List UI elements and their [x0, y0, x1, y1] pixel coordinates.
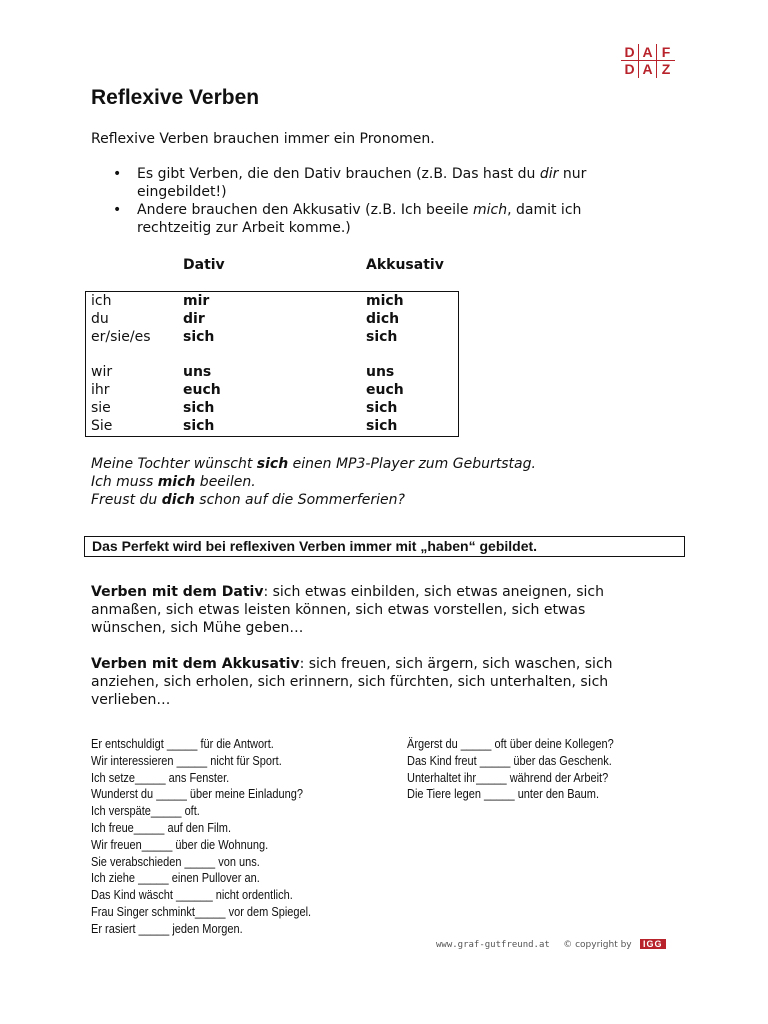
exercise-item: Ich ziehe _____ einen Pullover an. [91, 871, 260, 886]
table-cell-akkusativ: sich [366, 400, 398, 416]
example-pronoun: sich [256, 456, 289, 472]
table-cell-akkusativ: sich [366, 329, 398, 345]
example-pronoun: mich [157, 474, 196, 490]
bullet-text: Es gibt Verben, die den Dativ brauchen (z.B. Das hast du [137, 166, 540, 182]
table-cell-akkusativ: dich [366, 311, 400, 327]
example-text: schon auf die Sommerferien? [194, 492, 405, 508]
logo-letter: F [657, 44, 675, 61]
exercise-item: Er rasiert _____ jeden Morgen. [91, 921, 243, 936]
exercise-item: Ich freue_____ auf den Film. [91, 820, 232, 835]
footer-copyright: © copyright by [563, 940, 632, 950]
table-cell-dativ: sich [183, 418, 215, 434]
page-title: Reflexive Verben [91, 86, 260, 109]
perfekt-rule-box: Das Perfekt wird bei reflexiven Verben immer mit „haben“ gebildet. [84, 536, 685, 557]
table-cell-akkusativ: mich [366, 293, 404, 309]
exercise-item: Wunderst du _____ über meine Einladung? [91, 787, 304, 802]
logo-letter: D [621, 61, 639, 78]
dativ-verbs-text: : sich etwas einbilden, sich etwas aneignen, sich anmaßen, sich etwas leisten können, sich etwas vorstellen, sich etwas wünschen, sich Mühe geben… [91, 584, 604, 636]
example-text: Freust du [91, 492, 162, 508]
intro-text: Reflexive Verben brauchen immer ein Pronomen. [91, 131, 435, 147]
table-cell-person: ich [91, 293, 112, 309]
exercise-item: Er entschuldigt _____ für die Antwort. [91, 737, 274, 751]
logo-letter: A [639, 44, 657, 61]
footer-url: www.graf-gutfreund.at [436, 940, 550, 950]
table-cell-person: Sie [91, 418, 113, 434]
example-text: beeilen. [195, 474, 256, 490]
akkusativ-verbs-label: Verben mit dem Akkusativ [91, 656, 300, 672]
table-cell-dativ: sich [183, 329, 215, 345]
example-text: Ich muss [91, 474, 158, 490]
exercise-item: Ärgerst du _____ oft über deine Kollegen? [407, 737, 614, 751]
table-cell-person: sie [91, 400, 111, 416]
example-sentence [91, 455, 536, 473]
example-pronoun: dich [161, 492, 195, 508]
dativ-verbs-paragraph [91, 583, 651, 637]
bullet-emphasis: dir [539, 166, 559, 182]
exercise-item: Das Kind freut _____ über das Geschenk. [407, 753, 612, 768]
exercise-item: Unterhaltet ihr_____ während der Arbeit? [407, 770, 609, 785]
exercise-item: Sie verabschieden _____ von uns. [91, 854, 260, 869]
bullet-emphasis: mich [472, 202, 508, 218]
dativ-verbs-label: Verben mit dem Dativ [91, 584, 264, 600]
bullet-text: nur [558, 166, 587, 182]
table-cell-person: er/sie/es [91, 329, 151, 345]
example-sentence [91, 473, 536, 491]
logo-letter: A [639, 61, 657, 78]
bullet-text: , damit ich [507, 202, 582, 218]
table-cell-dativ: mir [183, 293, 210, 309]
table-cell-dativ: euch [183, 382, 221, 398]
dafdaz-logo [621, 44, 677, 78]
table-cell-akkusativ: uns [366, 364, 395, 380]
table-cell-dativ: uns [183, 364, 212, 380]
bullet-item [91, 165, 651, 201]
bullet-dot-icon: • [113, 202, 122, 218]
exercise-item: Wir interessieren _____ nicht für Sport. [91, 753, 282, 768]
igg-logo: IGG [640, 939, 666, 949]
table-cell-person: du [91, 311, 109, 327]
table-cell-akkusativ: euch [366, 382, 404, 398]
exercise-item: Ich verspäte_____ oft. [91, 804, 200, 819]
exercise-item: Das Kind wäscht ______ nicht ordentlich. [91, 888, 293, 903]
exercise-item: Ich setze_____ ans Fenster. [91, 770, 230, 785]
exercise-list-right [407, 736, 642, 803]
bullet-text: eingebildet!) [137, 184, 227, 200]
bullet-dot-icon: • [113, 166, 122, 182]
akkusativ-verbs-text: : sich freuen, sich ärgern, sich waschen, sich anziehen, sich erholen, sich erinnern, sich fürchten, sich unterhalten, sich verlieben… [91, 656, 613, 708]
logo-letter: Z [661, 61, 671, 77]
table-cell-dativ: sich [183, 400, 215, 416]
table-cell-person: ihr [91, 382, 110, 398]
exercise-item: Die Tiere legen _____ unter den Baum. [407, 787, 600, 802]
footer [436, 939, 666, 950]
exercise-item: Frau Singer schminkt_____ vor dem Spiegel. [91, 904, 312, 919]
table-cell-person: wir [91, 364, 113, 380]
logo-letter: D [621, 44, 639, 61]
table-cell-dativ: dir [183, 311, 205, 327]
example-sentences [91, 455, 536, 509]
table-cell-akkusativ: sich [366, 418, 398, 434]
example-text: Meine Tochter wünscht [91, 456, 257, 472]
bullet-text: Andere brauchen den Akkusativ (z.B. Ich beeile [137, 202, 473, 218]
exercise-item: Wir freuen_____ über die Wohnung. [91, 837, 269, 852]
pronoun-table [85, 291, 459, 437]
akkusativ-verbs-paragraph [91, 655, 651, 709]
bullet-list [91, 165, 651, 237]
example-sentence [91, 491, 536, 509]
column-header-dativ: Dativ [183, 257, 225, 273]
bullet-item [91, 201, 651, 237]
bullet-text: rechtzeitig zur Arbeit komme.) [137, 220, 351, 236]
example-text: einen MP3-Player zum Geburtstag. [288, 456, 536, 472]
column-header-akkusativ: Akkusativ [366, 257, 444, 273]
exercise-list-left [91, 736, 341, 938]
